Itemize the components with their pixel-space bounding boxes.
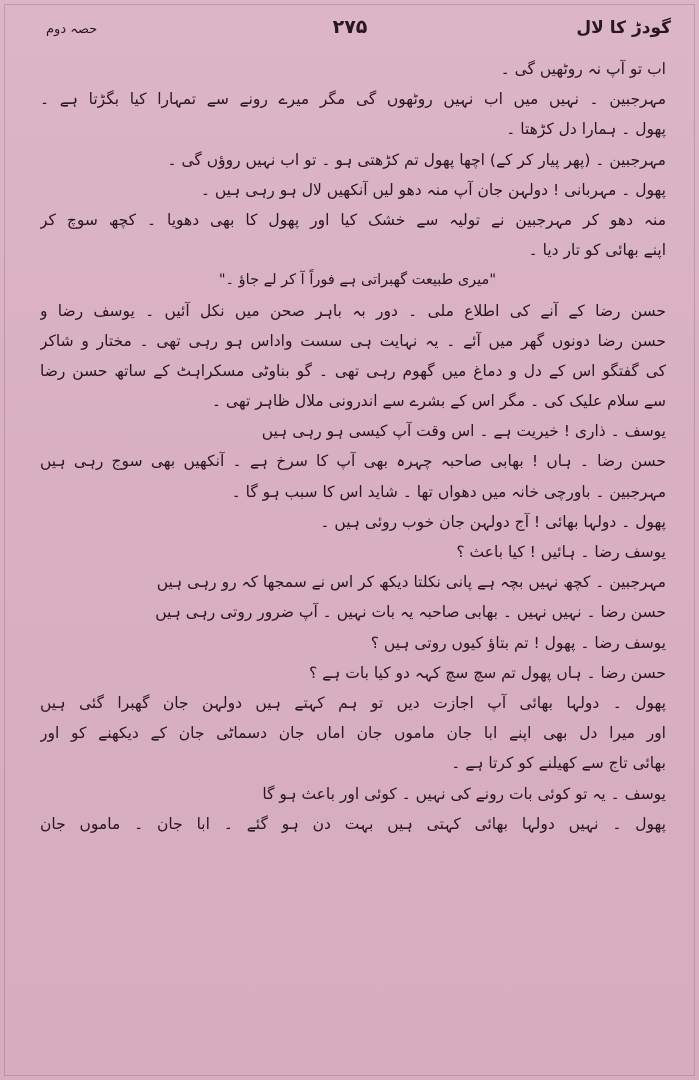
section-label: حصہ دوم	[46, 22, 98, 37]
text-line: پھول ۔ ہمارا دل کڑھتا ۔	[506, 120, 666, 139]
text-line: مہرجبین ۔ نہیں میں اب نہیں روٹھوں گی مگر میرے رونے سے تمہارا کیا بگڑتا ہے ۔	[40, 90, 666, 109]
book-title: گودڑ کا لال	[576, 18, 671, 38]
text-line: حسن رضا کے آنے کی اطلاع ملی ۔ دور بہ باہر صحن میں نکل آئیں ۔ یوسف رضا و	[40, 301, 666, 320]
text-line: اب تو آپ نہ روٹھیں گی ۔	[500, 60, 666, 78]
text-line: منہ دھو کر مہرجبین نے تولیہ سے خشک کیا اور پھول کا بھی دھویا ۔ کچھ سوچ کر	[40, 210, 666, 229]
text-line: بھائی تاج سے کھیلنے کو کرتا ہے ۔	[451, 754, 666, 773]
text-line: یوسف رضا ۔ پھول ! تم بتاؤ کیوں روتی ہیں ؟	[370, 633, 666, 652]
text-line: یوسف ۔ ذاری ! خیریت ہے ۔ اس وقت آپ کیسی ہو رہی ہیں	[261, 422, 666, 441]
page-number: ۲۷۵	[332, 16, 368, 38]
text-line: پھول ۔ دولہا بھائی ! آج دولہن جان خوب روئی ہیں ۔	[320, 512, 666, 531]
text-line: یوسف رضا ۔ ہائیں ! کیا باعث ؟	[456, 543, 666, 561]
text-line: کی گفتگو اس کے دل و دماغ میں گھوم رہی تھی ۔ گو بناوٹی مسکراہٹ کے ساتھ حسن رضا	[40, 361, 666, 380]
text-line: حسن رضا ۔ ہاں ! بھابی صاحبہ چہرہ بھی آپ کا سرخ ہے ۔ آنکھیں بھی سوج رہی ہیں	[40, 452, 666, 471]
text-line: یوسف ۔ یہ تو کوئی بات رونے کی نہیں ۔ کوئی اور باعث ہو گا	[262, 784, 666, 803]
text-line: مہرجبین ۔ کچھ نہیں بچہ ہے پانی نکلتا دیکھ کر اس نے سمجھا کہ رو رہی ہیں	[156, 573, 666, 592]
text-line: "میری طبیعت گھبراتی ہے فوراً آ کر لے جاؤ ۔"	[218, 272, 496, 289]
text-line: پھول ۔ دولہا بھائی آپ اجازت دیں تو ہم کہتے ہیں دولہن جان گھبرا گئی ہیں	[40, 693, 666, 712]
text-line: مہرجبین ۔ باورچی خانہ میں دھواں تھا ۔ شاید اس کا سبب ہو گا ۔	[231, 482, 666, 501]
text-line: سے سلام علیک کی ۔ مگر اس کے بشرے سے اندرونی ملال ظاہر تھی ۔	[211, 392, 666, 411]
text-line: پھول ۔ مہربانی ! دولہن جان آپ منہ دھو لیں آنکھیں لال ہو رہی ہیں ۔	[200, 180, 666, 199]
text-line: پھول ۔ نہیں دولہا بھائی کہتی ہیں بہت دن ہو گئے ۔ ابا جان ۔ ماموں جان	[40, 814, 666, 833]
text-line: اور میرا دل بھی اپنے ابا جان ماموں جان اماں جان دسماٹی جان کے دیکھنے کو اور	[40, 724, 666, 743]
page-header	[0, 14, 699, 50]
text-line: مہرجبین ۔ (پھر پیار کر کے) اچھا پھول تم کڑھتی ہو ۔ تو اب نہیں روؤں گی ۔	[167, 150, 666, 169]
text-line: اپنے بھائی کو تار دیا ۔	[528, 241, 666, 260]
text-line: حسن رضا ۔ ہاں پھول تم سچ سچ کہہ دو کیا بات ہے ؟	[309, 663, 666, 682]
body-text	[40, 54, 666, 839]
text-line: حسن رضا دونوں گھر میں آئے ۔ یہ نہایت ہی سست واداس ہو رہی تھی ۔ مختار و شاکر	[40, 331, 666, 350]
text-line: حسن رضا ۔ نہیں نہیں ۔ بھابی صاحبہ یہ بات نہیں ۔ آپ ضرور روتی رہی ہیں	[155, 603, 666, 622]
